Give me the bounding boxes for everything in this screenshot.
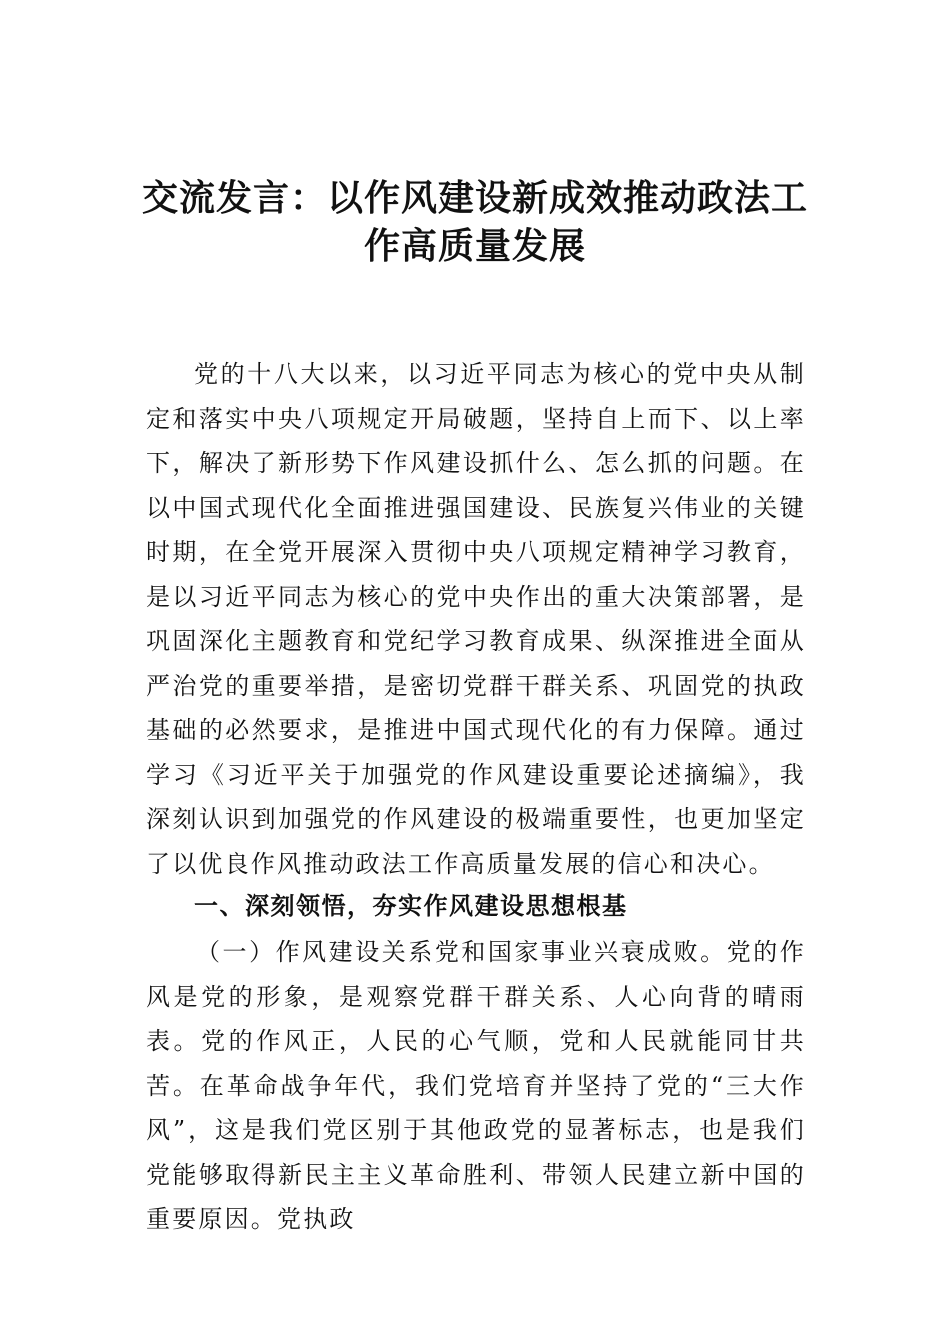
body-paragraph-2: （一）作风建设关系党和国家事业兴衰成败。党的作风是党的形象，是观察党群干群关系、人心向背的晴雨表。党的作风正，人民的心气顺，党和人民就能同甘共苦。在革命战争年代，我们党培育并坚持了党的“三大作风”，这是我们党区别于其他政党的显著标志，也是我们党能够取得新民主主义革命胜利、带领人民建立新中国的重要原因。党执政 — [146, 938, 806, 1233]
section-heading-1: 一、深刻领悟，夯实作风建设思想根基 — [194, 892, 628, 920]
document-title-line-2: 作高质量发展 — [363, 225, 586, 267]
body-paragraph-1: 党的十八大以来，以习近平同志为核心的党中央从制定和落实中央八项规定开局破题，坚持自上而下、以上率下，解决了新形势下作风建设抓什么、怎么抓的问题。在以中国式现代化全面推进强国建设、民族复兴伟业的关键时期，在全党开展深入贯彻中央八项规定精神学习教育，是以习近平同志为核心的党中央作出的重大决策部署，是巩固深化主题教育和党纪学习教育成果、纵深推进全面从严治党的重要举措，是密切党群干群关系、巩固党的执政基础的必然要求，是推进中国式现代化的有力保障。通过学习《习近平关于加强党的作风建设重要论述摘编》，我深刻认识到加强党的作风建设的极端重要性，也更加坚定了以优良作风推动政法工作高质量发展的信心和决心。 — [146, 360, 806, 878]
document-title-line-1: 交流发言：以作风建设新成效推动政法工 — [141, 177, 808, 219]
